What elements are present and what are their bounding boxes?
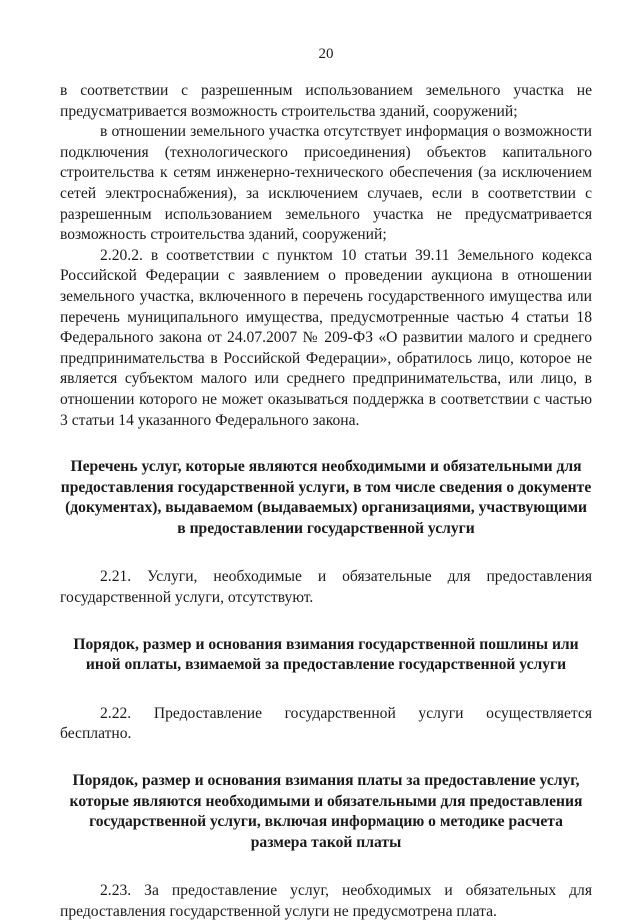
paragraph-connection-info: в отношении земельного участка отсутствует информация о возможности подключения (технологического присоединения) объектов капитального строительства к сетям инженерно-технического обеспечения (за исключением сетей электроснабжения), за исключением случаев, если в соответствии с разрешенным использованием земельного участка не предусматривается возможность строительства зданий, сооружений; — [60, 123, 592, 244]
heading-state-fee: Порядок, размер и основания взимания государственной пошлины или иной оплаты, взимаемой за предоставление государственной услуги — [73, 635, 579, 674]
heading-required-services: Перечень услуг, которые являются необходимыми и обязательными для предоставления государственной услуги, в том числе сведения о документе (документах), выдаваемом (выдаваемых) организациями, участвующими в предоставлении государственной услуги — [60, 458, 592, 537]
paragraph-2-20-2: 2.20.2. в соответствии с пунктом 10 статьи 39.11 Земельного кодекса Российской Федерации с заявлением о проведении аукциона в отношении земельного участка, включенного в перечень государственного имущества или перечень муниципального имущества, предусмотренные частью 4 статьи 18 Федерального закона от 24.07.2007 № 209-ФЗ «О развитии малого и среднего предпринимательства в Российской Федерации», обратилось лицо, которое не является субъектом малого или среднего предпринимательства, или лицо, в отношении которого не может оказываться поддержка в соответствии с частью 3 статьи 14 указанного Федерального закона. — [60, 246, 592, 429]
paragraph-2-21: 2.21. Услуги, необходимые и обязательные для предоставления государственной услуги, отсутствуют. — [60, 568, 592, 607]
document-body — [60, 81, 592, 923]
paragraph-land-use-restriction: в соответствии с разрешенным использованием земельного участка не предусматривается возможность строительства зданий, сооружений; — [60, 82, 592, 120]
page-number: 20 — [318, 46, 334, 62]
paragraph-2-22: 2.22. Предоставление государственной услуги осуществляется бесплатно. — [60, 704, 592, 743]
paragraph-2-23: 2.23. За предоставление услуг, необходимых и обязательных для предоставления государственной услуги не предусмотрена плата. — [60, 882, 592, 920]
heading-service-fee: Порядок, размер и основания взимания платы за предоставление услуг, которые являются необходимыми и обязательными для предоставления государственной услуги, включая информацию о методике расчета размера такой платы — [69, 772, 583, 851]
